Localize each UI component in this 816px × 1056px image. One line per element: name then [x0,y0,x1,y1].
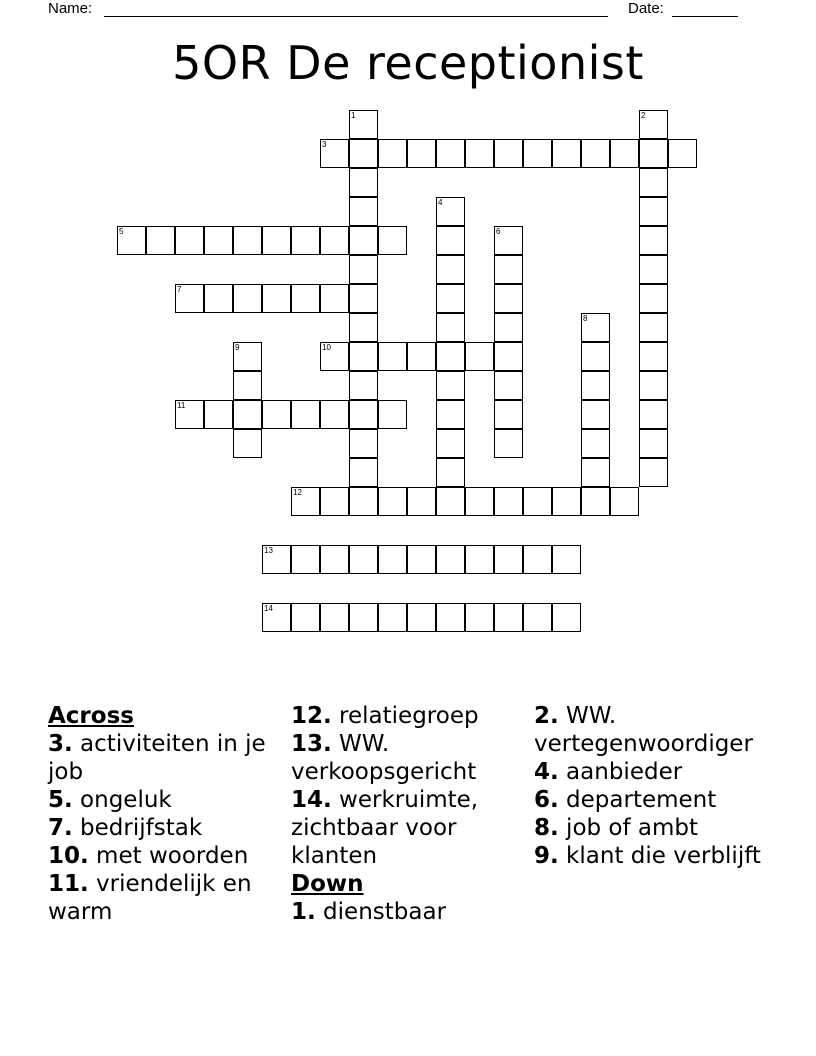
grid-cell[interactable] [639,197,668,226]
grid-cell[interactable] [320,400,349,429]
grid-cell[interactable] [320,487,349,516]
grid-cell[interactable] [494,313,523,342]
grid-cell[interactable] [552,603,581,632]
clue-number-label: 9. [534,843,559,869]
grid-cell[interactable] [494,487,523,516]
clue-column-1 [48,702,284,926]
grid-cell[interactable] [494,429,523,458]
grid-cell[interactable] [349,313,378,342]
grid-cell[interactable] [320,545,349,574]
grid-cell[interactable] [581,313,610,342]
grid-cell[interactable] [581,371,610,400]
clue-number-label: 2. [534,703,559,729]
grid-cell[interactable] [349,603,378,632]
clue-number: 5 [119,227,124,236]
grid-cell[interactable] [378,342,407,371]
grid-cell[interactable] [436,139,465,168]
grid-cell[interactable] [494,342,523,371]
grid-cell[interactable] [639,284,668,313]
clue-number-label: 1. [291,899,316,925]
clue-text: departement [558,787,717,813]
grid-cell[interactable] [552,139,581,168]
clue-text: klant die verblijft [558,843,761,869]
clue-number-label: 4. [534,759,559,785]
grid-cell[interactable] [320,603,349,632]
grid-cell[interactable] [436,603,465,632]
grid-cell[interactable] [523,603,552,632]
clue-text: aanbieder [558,759,683,785]
grid-cell[interactable] [639,255,668,284]
grid-cell[interactable] [436,313,465,342]
grid-cell[interactable] [378,226,407,255]
grid-cell[interactable] [552,487,581,516]
name-label: Name: [48,0,93,17]
grid-cell[interactable] [523,487,552,516]
grid-cell[interactable] [407,545,436,574]
grid-cell[interactable] [523,545,552,574]
clue-number: 12 [293,488,302,497]
grid-cell[interactable] [233,284,262,313]
across-clue-list [48,730,284,926]
down-clue [534,758,770,786]
grid-cell[interactable] [233,371,262,400]
clue-number-label: 10. [48,843,89,869]
grid-cell[interactable] [465,139,494,168]
clue-number-label: 8. [534,815,559,841]
grid-cell[interactable] [349,284,378,313]
grid-cell[interactable] [610,139,639,168]
grid-cell[interactable] [291,545,320,574]
grid-cell[interactable] [581,487,610,516]
clue-number: 10 [322,343,331,352]
grid-cell[interactable] [436,226,465,255]
across-heading: Across [48,703,134,729]
grid-cell[interactable] [407,487,436,516]
grid-cell[interactable] [465,487,494,516]
grid-cell[interactable] [349,458,378,487]
clue-text: ongeluk [72,787,172,813]
across-clue-list-continued [291,702,527,870]
clue-number-label: 12. [291,703,332,729]
grid-cell[interactable] [262,400,291,429]
clue-text: met woorden [88,843,249,869]
grid-cell[interactable] [320,342,349,371]
grid-cell[interactable] [581,139,610,168]
grid-cell[interactable] [378,139,407,168]
grid-cell[interactable] [436,400,465,429]
clue-number-label: 11. [48,871,89,897]
clue-text: relatiegroep [331,703,479,729]
grid-cell[interactable] [320,139,349,168]
grid-cell[interactable] [494,139,523,168]
grid-cell[interactable] [581,342,610,371]
grid-cell[interactable] [262,226,291,255]
across-clue [291,786,527,870]
grid-cell[interactable] [436,458,465,487]
grid-cell[interactable] [610,487,639,516]
grid-cell[interactable] [639,110,668,139]
across-clue [48,870,284,926]
grid-cell[interactable] [233,400,262,429]
grid-cell[interactable] [262,284,291,313]
date-label: Date: [628,0,664,17]
down-clue [534,814,770,842]
grid-cell[interactable] [349,139,378,168]
grid-cell[interactable] [349,487,378,516]
grid-cell[interactable] [204,400,233,429]
grid-cell[interactable] [378,603,407,632]
grid-cell[interactable] [349,400,378,429]
grid-cell[interactable] [262,545,291,574]
grid-cell[interactable] [494,545,523,574]
grid-cell[interactable] [349,429,378,458]
grid-cell[interactable] [639,458,668,487]
grid-cell[interactable] [436,197,465,226]
clue-number-label: 6. [534,787,559,813]
grid-cell[interactable] [639,342,668,371]
clue-text: vriendelijk en warm [48,871,252,925]
page-title: 5OR De receptionist [172,36,644,90]
grid-cell[interactable] [494,284,523,313]
grid-cell[interactable] [581,429,610,458]
clue-text: job of ambt [558,815,699,841]
clue-number-label: 3. [48,731,73,757]
grid-cell[interactable] [378,487,407,516]
grid-cell[interactable] [349,342,378,371]
grid-cell[interactable] [175,400,204,429]
grid-cell[interactable] [581,458,610,487]
clue-number: 9 [235,343,240,352]
grid-cell[interactable] [407,342,436,371]
grid-cell[interactable] [349,168,378,197]
across-clue [48,814,284,842]
down-clue-list [291,898,527,926]
grid-cell[interactable] [349,110,378,139]
clue-number: 3 [322,140,327,149]
across-clue [48,786,284,814]
grid-cell[interactable] [494,226,523,255]
clue-text: dienstbaar [315,899,447,925]
grid-cell[interactable] [291,226,320,255]
clue-text: werkruimte, zichtbaar voor klanten [291,787,479,869]
grid-cell[interactable] [320,284,349,313]
clue-number: 8 [583,314,588,323]
grid-cell[interactable] [436,545,465,574]
grid-cell[interactable] [233,342,262,371]
grid-cell[interactable] [291,487,320,516]
down-heading: Down [291,871,364,897]
clue-number: 6 [496,227,501,236]
grid-cell[interactable] [552,545,581,574]
clue-number-label: 14. [291,787,332,813]
grid-cell[interactable] [204,284,233,313]
grid-cell[interactable] [494,400,523,429]
grid-cell[interactable] [291,400,320,429]
grid-cell[interactable] [233,429,262,458]
grid-cell[interactable] [668,139,697,168]
grid-cell[interactable] [175,226,204,255]
grid-cell[interactable] [465,603,494,632]
grid-cell[interactable] [320,226,349,255]
grid-cell[interactable] [436,487,465,516]
grid-cell[interactable] [639,168,668,197]
grid-cell[interactable] [175,284,204,313]
clue-text: WW. verkoopsgericht [291,731,477,785]
down-clue [534,702,770,758]
grid-cell[interactable] [407,139,436,168]
grid-cell[interactable] [204,226,233,255]
grid-cell[interactable] [291,284,320,313]
clue-number: 13 [264,546,273,555]
clue-column-3 [534,702,770,870]
clue-text: bedrijfstak [72,815,203,841]
grid-cell[interactable] [639,226,668,255]
grid-cell[interactable] [639,400,668,429]
grid-cell[interactable] [436,429,465,458]
grid-cell[interactable] [639,139,668,168]
grid-cell[interactable] [494,371,523,400]
grid-cell[interactable] [378,400,407,429]
across-clue [48,842,284,870]
clue-number: 11 [177,401,186,410]
grid-cell[interactable] [233,226,262,255]
grid-cell[interactable] [436,371,465,400]
clue-number: 4 [438,198,443,207]
down-clue [534,786,770,814]
across-clue [291,702,527,730]
clue-number-label: 13. [291,731,332,757]
across-clue [48,730,284,786]
grid-cell[interactable] [639,371,668,400]
clue-column-2 [291,702,527,926]
down-clue-list-continued [534,702,770,870]
grid-cell[interactable] [349,371,378,400]
across-clue [291,730,527,786]
grid-cell[interactable] [639,313,668,342]
grid-cell[interactable] [349,255,378,284]
grid-cell[interactable] [146,226,175,255]
grid-cell[interactable] [117,226,146,255]
clue-number: 14 [264,604,273,613]
down-clue [534,842,770,870]
clue-number: 2 [641,111,646,120]
grid-cell[interactable] [465,342,494,371]
clue-number-label: 7. [48,815,73,841]
grid-cell[interactable] [436,342,465,371]
grid-cell[interactable] [581,400,610,429]
grid-cell[interactable] [349,226,378,255]
grid-cell[interactable] [494,603,523,632]
grid-cell[interactable] [349,545,378,574]
grid-cell[interactable] [291,603,320,632]
down-clue [291,898,527,926]
clue-number-label: 5. [48,787,73,813]
grid-cell[interactable] [639,429,668,458]
clue-text: WW. vertegenwoordiger [534,703,753,757]
clue-number: 7 [177,285,182,294]
grid-cell[interactable] [262,603,291,632]
grid-cell[interactable] [436,284,465,313]
grid-cell[interactable] [378,545,407,574]
grid-cell[interactable] [407,603,436,632]
grid-cell[interactable] [523,139,552,168]
grid-cell[interactable] [436,255,465,284]
clue-text: activiteiten in je job [48,731,266,785]
clue-number: 1 [351,111,356,120]
grid-cell[interactable] [349,197,378,226]
grid-cell[interactable] [465,545,494,574]
grid-cell[interactable] [494,255,523,284]
